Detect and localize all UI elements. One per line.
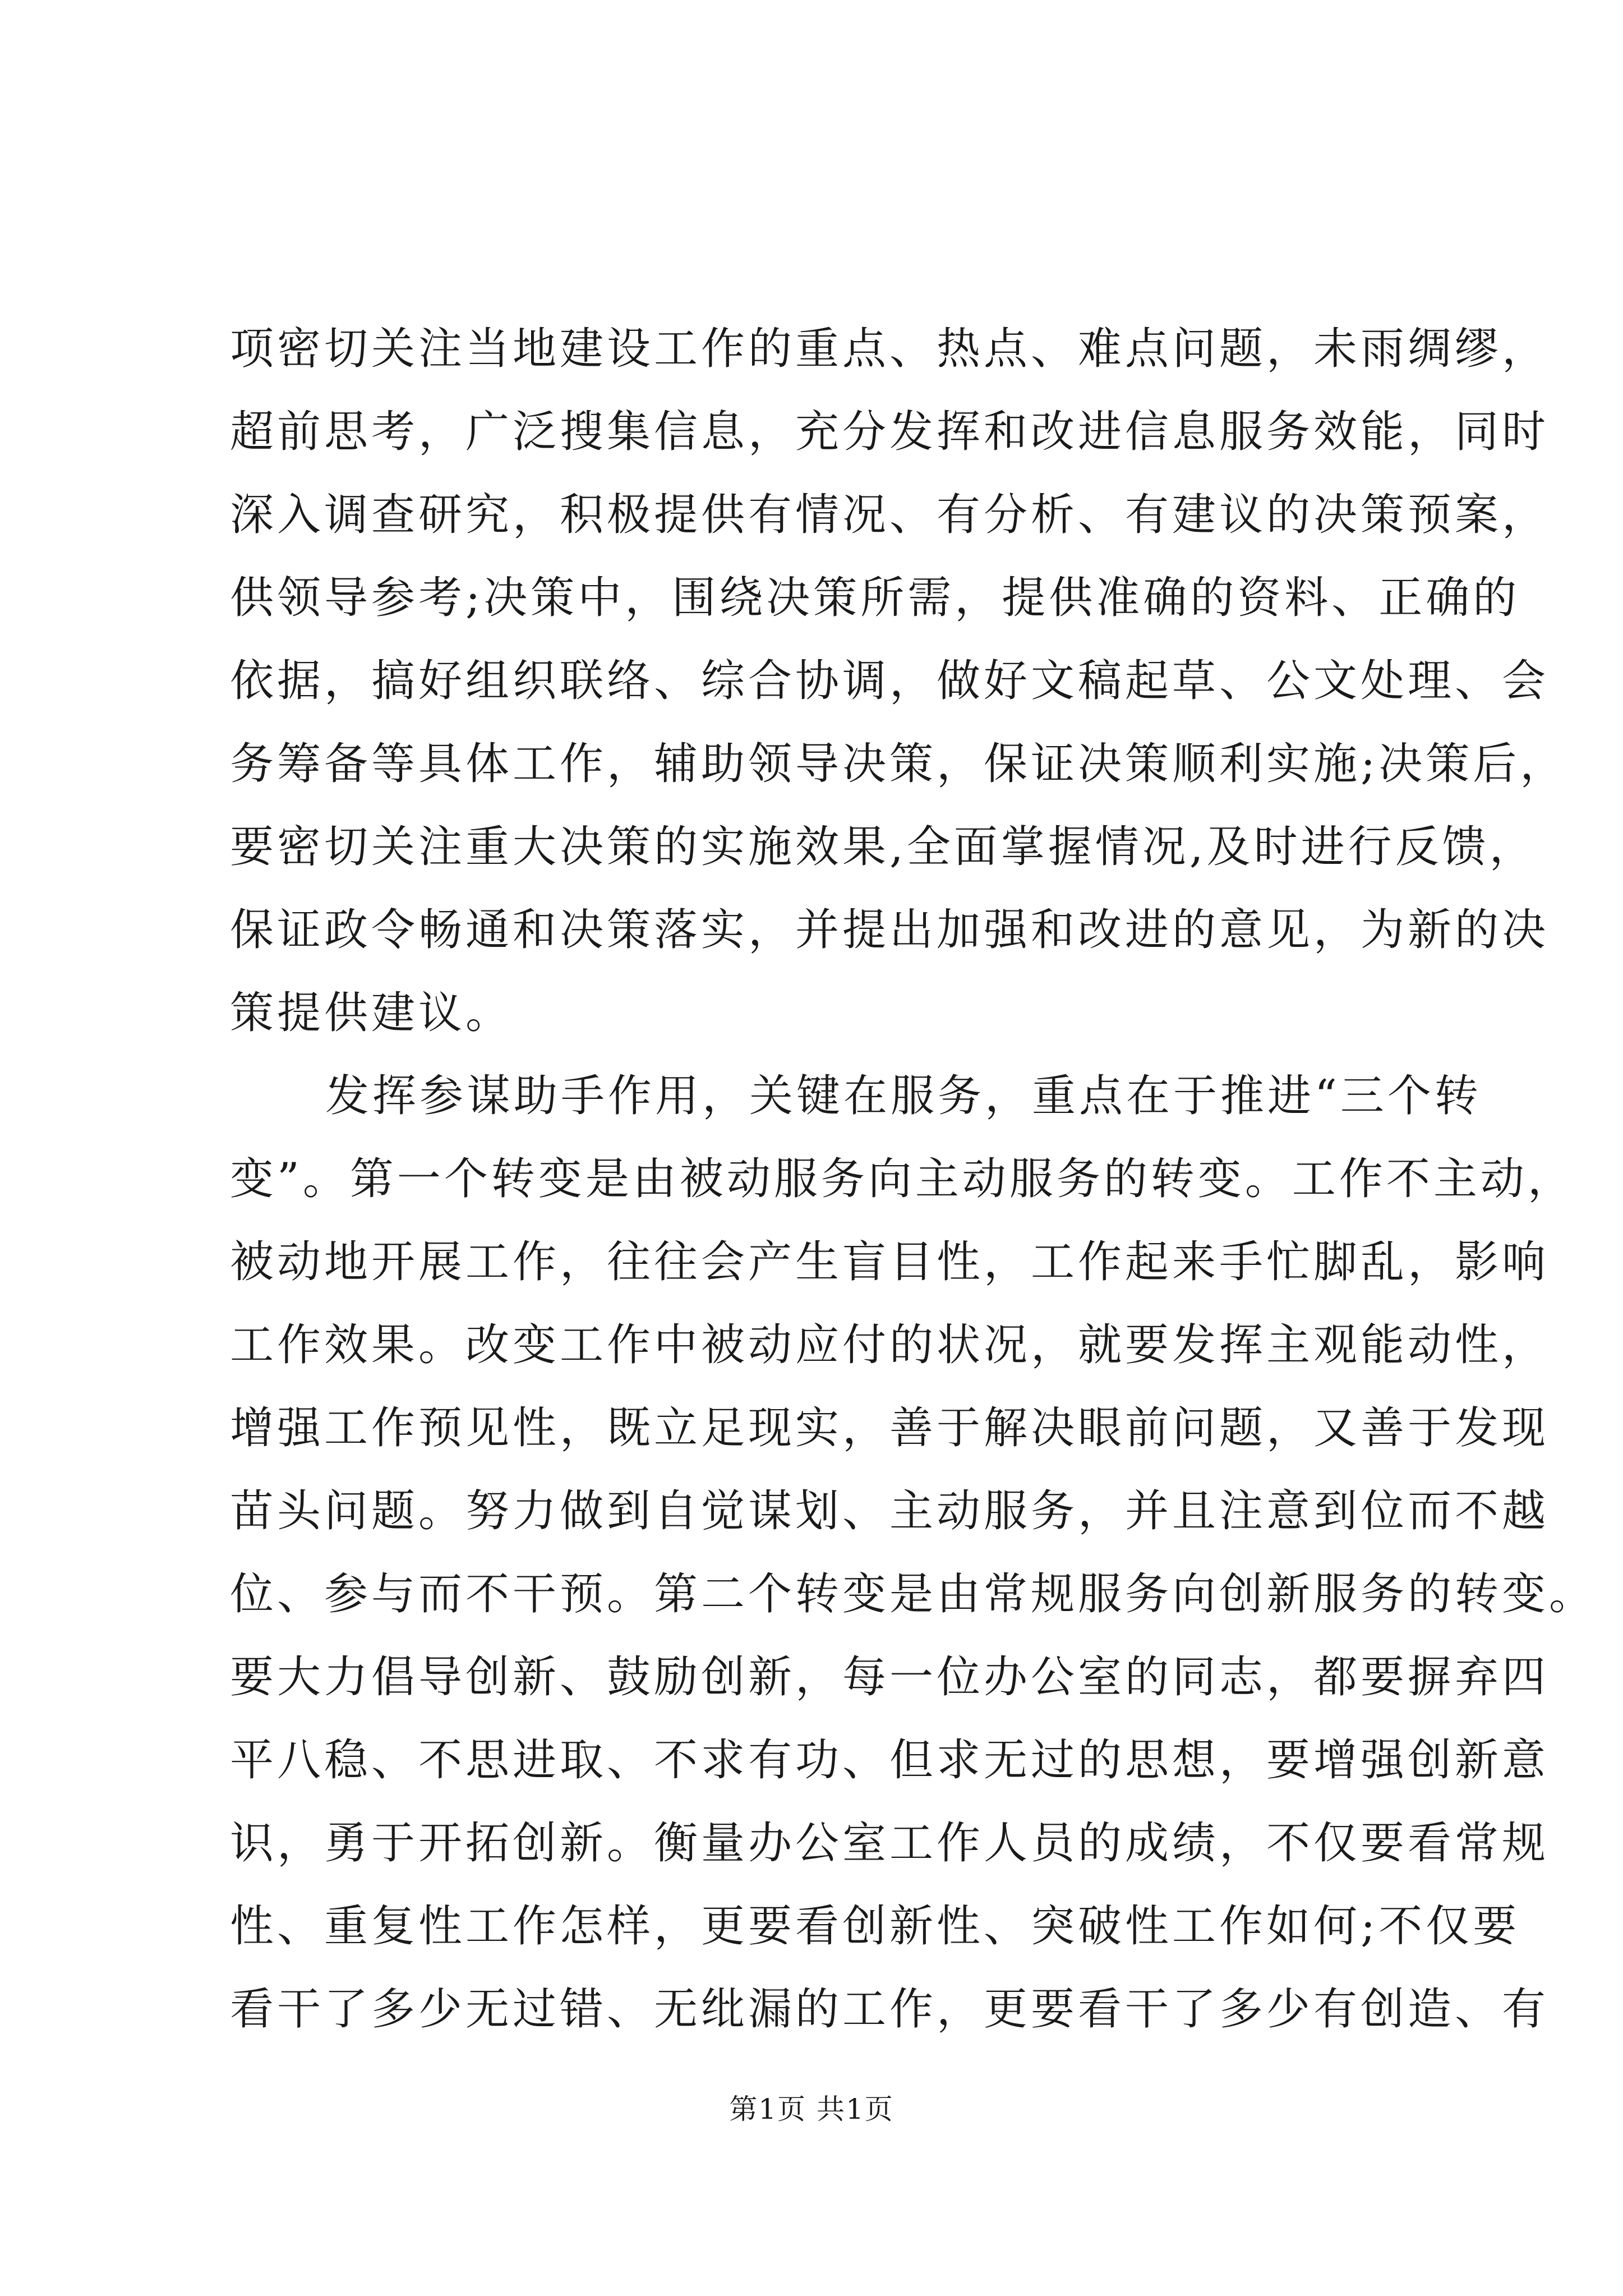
- text-line: 苗头问题。努力做到自觉谋划、主动服务，并且注意到位而不越: [230, 1486, 1550, 1536]
- text-line: 平八稳、不思进取、不求有功、但求无过的思想，要增强创新意: [230, 1735, 1550, 1786]
- text-line: 位、参与而不干预。第二个转变是由常规服务向创新服务的转变。: [230, 1569, 1597, 1619]
- paragraph-1: [230, 307, 1567, 1055]
- page-footer: 第1页 共1页: [729, 2093, 894, 2125]
- text-line: 要大力倡导创新、鼓励创新，每一位办公室的同志，都要摒弃四: [230, 1652, 1550, 1703]
- text-line: 保证政令畅通和决策落实，并提出加强和改进的意见，为新的决: [230, 905, 1550, 955]
- text-line: 变”。第一个转变是由被动服务向主动服务的转变。工作不主动，: [230, 1154, 1575, 1204]
- text-line: 被动地开展工作，往往会产生盲目性，工作起来手忙脚乱，影响: [230, 1237, 1550, 1287]
- text-line: 发挥参谋助手作用，关键在服务，重点在于推进“三个转: [325, 1071, 1482, 1121]
- text-line: 依据，搞好组织联络、综合协调，做好文稿起草、公文处理、会: [230, 656, 1550, 706]
- text-line: 看干了多少无过错、无纰漏的工作，更要看干了多少有创造、有: [230, 1984, 1550, 2035]
- text-line: 务筹备等具体工作，辅助领导决策，保证决策顺利实施;决策后，: [230, 739, 1567, 789]
- text-line: 超前思考，广泛搜集信息，充分发挥和改进信息服务效能，同时: [230, 407, 1550, 457]
- text-line: 项密切关注当地建设工作的重点、热点、难点问题，未雨绸缪，: [230, 324, 1550, 374]
- text-line: 要密切关注重大决策的实施效果,全面掌握情况,及时进行反馈，: [230, 822, 1537, 872]
- text-line: 深入调查研究，积极提供有情况、有分析、有建议的决策预案，: [230, 490, 1550, 540]
- text-line: 策提供建议。: [230, 988, 513, 1038]
- text-line: 性、重复性工作怎样，更要看创新性、突破性工作如何;不仅要: [230, 1901, 1520, 1952]
- text-line: 识，勇于开拓创新。衡量办公室工作人员的成绩，不仅要看常规: [230, 1818, 1550, 1869]
- document-body: [230, 307, 1597, 2051]
- text-line: 供领导参考;决策中，围绕决策所需，提供准确的资料、正确的: [230, 573, 1520, 623]
- paragraph-2: [230, 1055, 1597, 2051]
- text-line: 工作效果。改变工作中被动应付的状况，就要发挥主观能动性，: [230, 1320, 1550, 1370]
- text-line: 增强工作预见性，既立足现实，善于解决眼前问题，又善于发现: [230, 1403, 1550, 1453]
